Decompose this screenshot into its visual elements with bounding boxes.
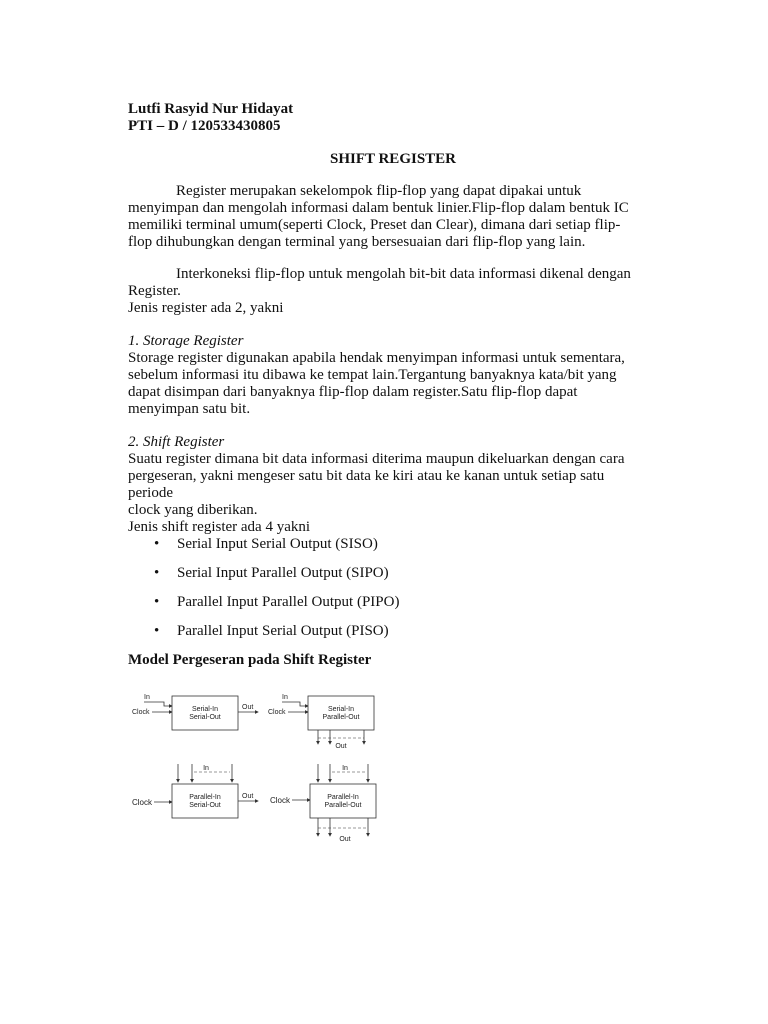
text-line: Jenis register ada 2, yakni [128, 300, 284, 316]
text-line: pergeseran, yakni mengeser satu bit data ke kiri atau ke kanan untuk setiap satu [128, 468, 605, 484]
shift-register-heading: 2. Shift Register [128, 434, 225, 450]
siso-clock-label: Clock [132, 709, 150, 716]
list-item-text: Parallel Input Parallel Output (PIPO) [177, 594, 400, 610]
piso-box-label-2: Serial-Out [189, 802, 221, 809]
author-name: Lutfi Rasyid Nur Hidayat [128, 101, 294, 117]
pipo-box [310, 784, 376, 818]
model-section-title: Model Pergeseran pada Shift Register [128, 652, 372, 668]
list-item [128, 594, 658, 611]
siso-in-wire [144, 702, 172, 706]
pipo-in-label: In [342, 765, 348, 772]
text-line: Storage register digunakan apabila hendak menyimpan informasi untuk sementara, [128, 350, 625, 366]
diagram-canvas [124, 686, 394, 846]
piso-in-label: In [203, 765, 209, 772]
shift-register-text [128, 451, 658, 536]
siso-box-label-1: Serial-In [191, 706, 219, 713]
list-item-text: Serial Input Serial Output (SISO) [177, 536, 378, 552]
text-line: Suatu register dimana bit data informasi diterima maupun dikeluarkan dengan cara [128, 451, 625, 467]
shift-register-types-list [128, 536, 658, 640]
storage-register-heading: 1. Storage Register [128, 333, 244, 349]
piso-out-label: Out [242, 793, 254, 800]
pipo-out-label: Out [339, 836, 351, 843]
sipo-box-label-1: Serial-In [327, 706, 355, 713]
bullet-icon: • [154, 536, 160, 552]
sipo-in-label: In [282, 694, 288, 701]
siso-out-label: Out [242, 704, 254, 711]
pipo-diagram [270, 764, 376, 843]
text-line: flop dihubungkan dengan terminal yang bersesuaian dari flip-flop yang lain. [128, 234, 586, 250]
piso-diagram [132, 764, 258, 818]
author-id: PTI – D / 120533430805 [128, 118, 281, 134]
text-line: Register. [128, 283, 181, 299]
text-line: Interkoneksi flip-flop untuk mengolah bit-bit data informasi dikenal dengan [176, 266, 631, 282]
piso-box [172, 784, 238, 818]
text-line: menyimpan dan mengolah informasi dalam bentuk linier.Flip-flop dalam bentuk IC [128, 200, 629, 216]
list-item [128, 565, 658, 582]
bullet-icon: • [154, 565, 160, 581]
text-line: periode [128, 485, 173, 501]
sipo-out-label: Out [335, 743, 347, 750]
sipo-in-wire [282, 702, 308, 706]
list-item [128, 623, 658, 640]
intro-paragraph-2 [128, 266, 658, 317]
text-line: clock yang diberikan. [128, 502, 258, 518]
sipo-box [308, 696, 374, 730]
siso-box-label-2: Serial-Out [189, 714, 221, 721]
text-line: menyimpan satu bit. [128, 401, 251, 417]
text-line: Jenis shift register ada 4 yakni [128, 519, 311, 535]
piso-clock-label: Clock [132, 798, 153, 807]
siso-box [172, 696, 238, 730]
shift-register-diagrams [124, 686, 394, 846]
piso-box-label-1: Parallel-In [189, 794, 221, 801]
text-line: sebelum informasi itu dibawa ke tempat lain.Tergantung banyaknya kata/bit yang [128, 367, 617, 383]
text-line: dapat disimpan dari banyaknya flip-flop dalam register.Satu flip-flop dapat [128, 384, 578, 400]
pipo-box-label-2: Parallel-Out [324, 802, 362, 809]
document-title: SHIFT REGISTER [329, 151, 457, 167]
bullet-icon: • [154, 594, 160, 610]
siso-diagram [132, 694, 258, 730]
list-item-text: Parallel Input Serial Output (PISO) [177, 623, 389, 639]
list-item-text: Serial Input Parallel Output (SIPO) [177, 565, 389, 581]
bullet-icon: • [154, 623, 160, 639]
sipo-diagram [268, 694, 374, 750]
list-item [128, 536, 658, 553]
siso-in-label: In [144, 694, 150, 701]
pipo-box-label-1: Parallel-In [327, 794, 359, 801]
text-line: memiliki terminal umum(seperti Clock, Preset dan Clear), dimana dari setiap flip- [128, 217, 621, 233]
pipo-clock-label: Clock [270, 796, 291, 805]
intro-paragraph-1 [128, 183, 658, 251]
sipo-clock-label: Clock [268, 709, 286, 716]
document-page [128, 101, 658, 669]
sipo-box-label-2: Parallel-Out [322, 714, 360, 721]
text-line: Register merupakan sekelompok flip-flop yang dapat dipakai untuk [176, 183, 582, 199]
storage-register-text [128, 350, 658, 418]
